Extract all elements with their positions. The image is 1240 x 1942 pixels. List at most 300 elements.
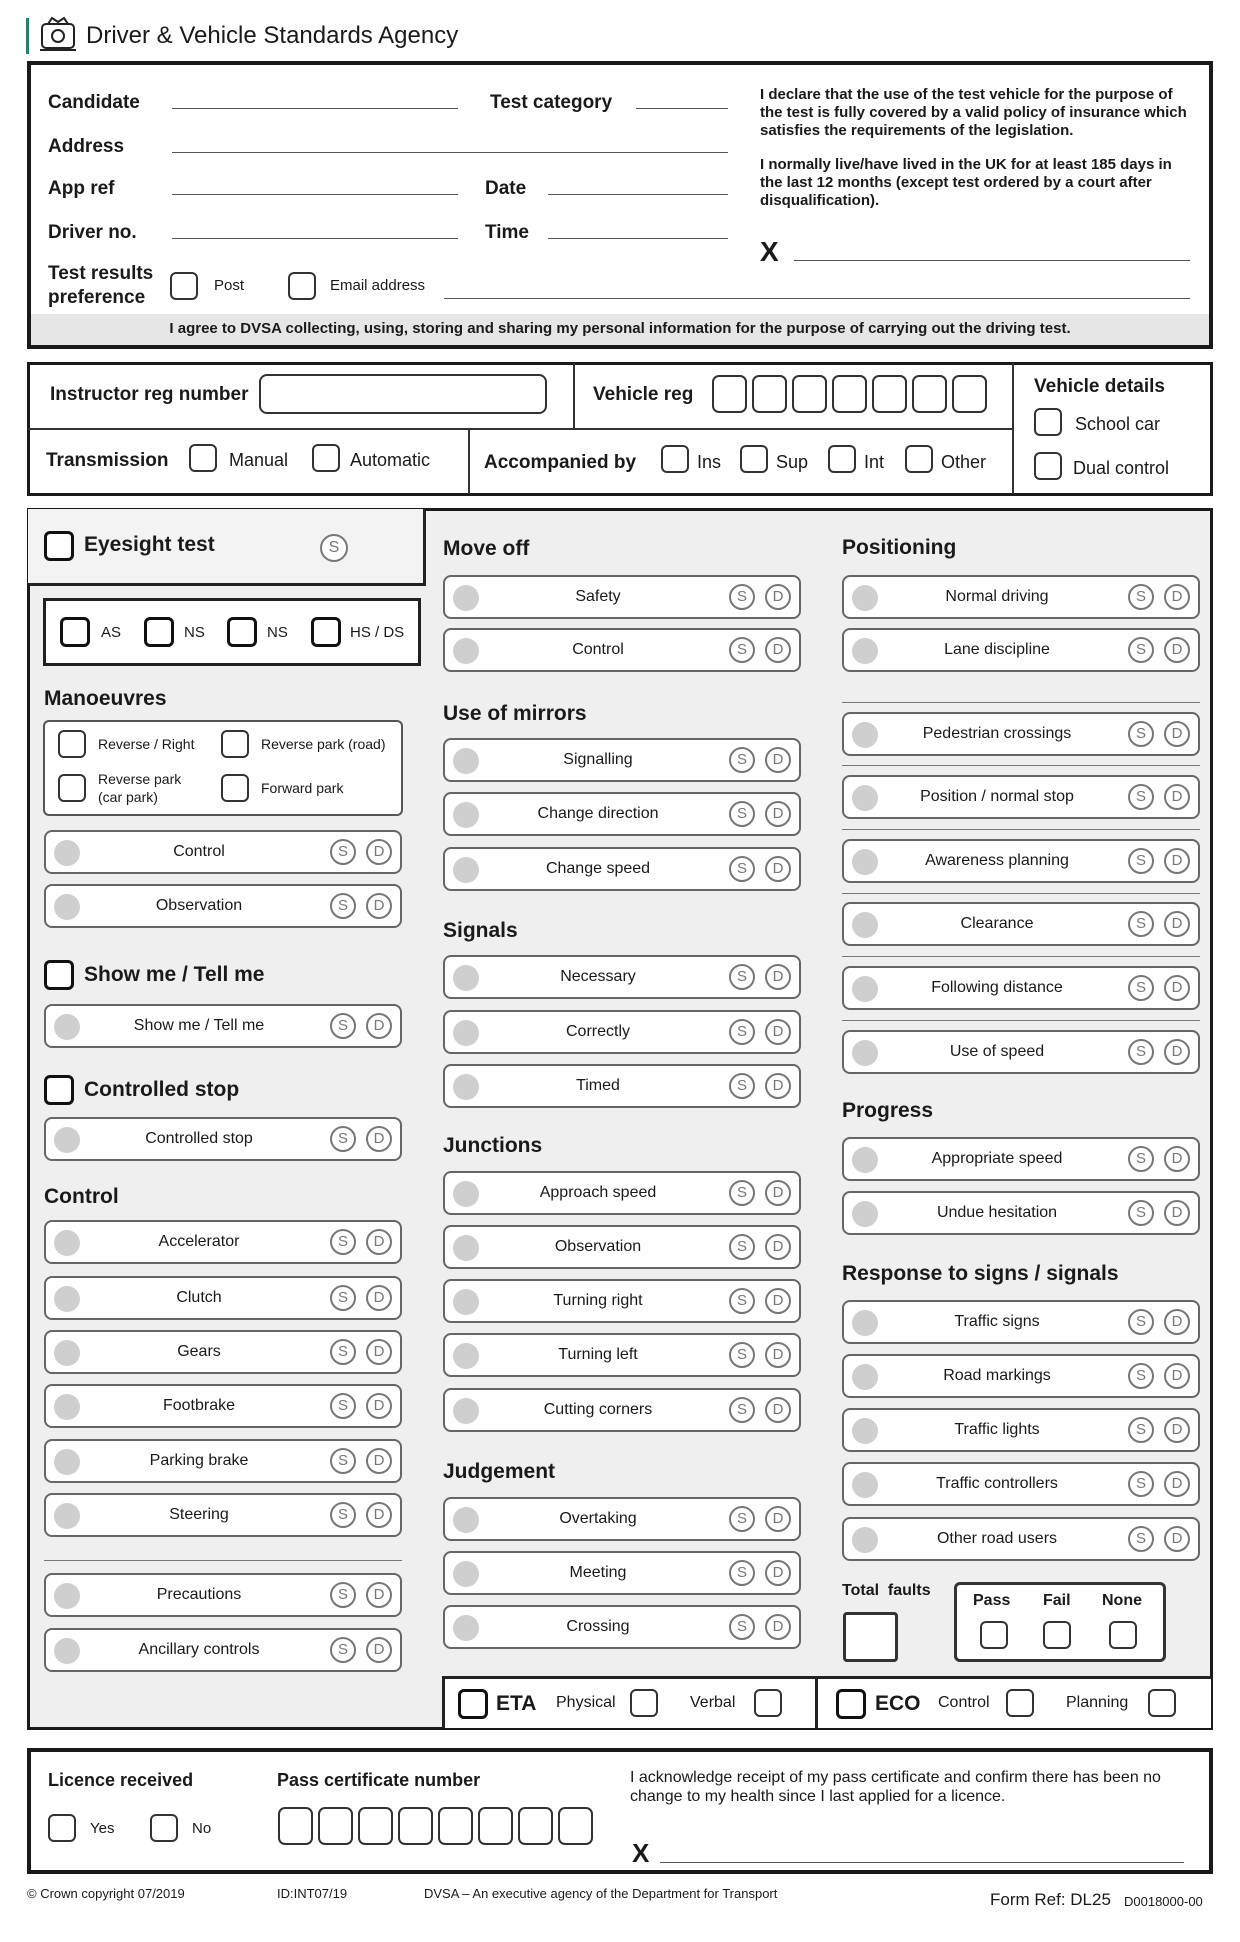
dangerous-fault-marker[interactable]: D [765, 1397, 791, 1423]
driving-fault-marker[interactable] [54, 894, 80, 920]
fault-item-ancillary-controls [44, 1628, 402, 1672]
serious-fault-marker[interactable]: S [1128, 975, 1154, 1001]
fault-item-label: Control [572, 641, 624, 658]
serious-fault-marker[interactable]: S [729, 584, 755, 610]
serious-fault-marker[interactable]: S [330, 1285, 356, 1311]
fault-item-label: Change speed [545, 860, 651, 877]
driving-fault-marker[interactable] [453, 1398, 479, 1424]
serious-fault-marker[interactable]: S [330, 1502, 356, 1528]
eta-physical-label: Physical [556, 1694, 616, 1711]
driving-fault-marker[interactable] [453, 1561, 479, 1587]
dangerous-fault-marker[interactable]: D [1164, 1526, 1190, 1552]
vehicle-reg-cell[interactable] [912, 375, 947, 413]
date-label: Date [485, 178, 527, 199]
candidate-signature-field[interactable] [794, 260, 1190, 261]
pass-cert-cell[interactable] [518, 1807, 553, 1845]
fault-item-label: Crossing [566, 1618, 630, 1635]
results-preference-label [48, 262, 153, 310]
driving-fault-marker[interactable] [54, 1449, 80, 1475]
fault-item-change-speed [443, 847, 801, 891]
fault-item-label: Position / normal stop [920, 788, 1074, 805]
dangerous-fault-marker[interactable]: D [366, 1126, 392, 1152]
vehicle-reg-label: Vehicle reg [593, 384, 694, 405]
serious-fault-marker[interactable]: S [1128, 784, 1154, 810]
eco-control-label: Control [938, 1694, 990, 1711]
serious-fault-marker[interactable]: S [330, 1013, 356, 1039]
forward-park-label: Forward park [261, 780, 344, 796]
pass-cert-cell[interactable] [278, 1807, 313, 1845]
int-checkbox[interactable] [828, 445, 856, 473]
driving-fault-marker[interactable] [852, 785, 878, 811]
pass-cert-cell[interactable] [438, 1807, 473, 1845]
move-off-heading: Move off [443, 537, 530, 560]
address-label: Address [48, 136, 125, 157]
reverse-park-carpark-line-2: (car park) [98, 789, 158, 805]
sep-5 [842, 1020, 1200, 1021]
dangerous-fault-marker[interactable]: D [366, 1013, 392, 1039]
dangerous-fault-marker[interactable]: D [765, 1560, 791, 1586]
driving-fault-marker[interactable] [54, 1230, 80, 1256]
dangerous-fault-marker[interactable]: D [765, 1019, 791, 1045]
dangerous-fault-marker[interactable]: D [366, 893, 392, 919]
fault-item-label: Signalling [563, 751, 633, 768]
fault-item-label: Clearance [960, 915, 1034, 932]
driving-fault-marker[interactable] [453, 1343, 479, 1369]
reverse-right-label: Reverse / Right [98, 736, 195, 752]
driving-fault-marker[interactable] [852, 722, 878, 748]
pass-cert-cell[interactable] [478, 1807, 513, 1845]
sup-label: Sup [776, 452, 809, 472]
results-preference-line-1: Test results [48, 263, 154, 284]
pass-label: Pass [973, 1592, 1011, 1609]
vehicle-reg-cell[interactable] [712, 375, 747, 413]
total-faults-box[interactable] [843, 1612, 898, 1662]
acknowledge-text: I acknowledge receipt of my pass certificate and confirm there has been no change to my health since I last applied for a licence. [630, 1769, 1161, 1805]
licence-signature-field[interactable] [660, 1862, 1184, 1863]
instructor-reg-label: Instructor reg number [50, 384, 249, 405]
fault-item-traffic-signs [842, 1300, 1200, 1344]
driving-fault-marker[interactable] [453, 1507, 479, 1533]
ins-checkbox[interactable] [661, 445, 689, 473]
dangerous-fault-marker[interactable]: D [366, 1637, 392, 1663]
serious-fault-marker[interactable]: S [729, 1180, 755, 1206]
fault-item-label: Traffic signs [954, 1313, 1040, 1330]
fault-item-label: Show me / Tell me [133, 1017, 265, 1034]
eyesight-heading: Eyesight test [84, 533, 215, 556]
serious-fault-marker[interactable]: S [330, 1448, 356, 1474]
pass-cert-cell[interactable] [398, 1807, 433, 1845]
fault-item-timed [443, 1064, 801, 1108]
serious-fault-marker[interactable]: S [1128, 848, 1154, 874]
agency-name: Driver & Vehicle Standards Agency [86, 22, 459, 49]
other-label: Other [941, 452, 987, 472]
eyesight-ns-checkbox[interactable] [144, 617, 174, 647]
eta-verbal-label: Verbal [690, 1694, 736, 1711]
dangerous-fault-marker[interactable]: D [1164, 1471, 1190, 1497]
eyesight-s-mark[interactable]: S [320, 534, 348, 562]
serious-fault-marker[interactable]: S [729, 1397, 755, 1423]
driving-fault-marker[interactable] [453, 585, 479, 611]
address-field[interactable] [172, 152, 728, 153]
pass-checkbox[interactable] [980, 1621, 1008, 1649]
dangerous-fault-marker[interactable]: D [366, 1393, 392, 1419]
fault-item-label: Precautions [156, 1586, 242, 1603]
serious-fault-marker[interactable]: S [330, 839, 356, 865]
fault-item-show-me-tell-me [44, 1004, 402, 1048]
dangerous-fault-marker[interactable]: D [366, 1229, 392, 1255]
eta-verbal-checkbox[interactable] [754, 1689, 782, 1717]
dangerous-fault-marker[interactable]: D [366, 1502, 392, 1528]
driving-fault-marker[interactable] [852, 638, 878, 664]
eco-planning-checkbox[interactable] [1148, 1689, 1176, 1717]
eyesight-as-label: AS [101, 624, 122, 641]
serious-fault-marker[interactable]: S [330, 1637, 356, 1663]
show-me-heading: Show me / Tell me [84, 963, 265, 986]
candidate-label: Candidate [48, 92, 140, 113]
vehicle-divider-v1 [573, 363, 575, 429]
eyesight-ns2-checkbox[interactable] [227, 617, 257, 647]
vehicle-reg-cell[interactable] [752, 375, 787, 413]
eco-checkbox[interactable] [836, 1689, 866, 1719]
dangerous-fault-marker[interactable]: D [765, 1234, 791, 1260]
fault-item-clearance [842, 902, 1200, 946]
fault-item-label: Necessary [560, 968, 636, 985]
serious-fault-marker[interactable]: S [729, 801, 755, 827]
fault-item-correctly [443, 1010, 801, 1054]
dangerous-fault-marker[interactable]: D [366, 1339, 392, 1365]
transmission-label: Transmission [46, 450, 169, 471]
fault-item-label: Steering [169, 1506, 229, 1523]
dual-control-label: Dual control [1073, 458, 1170, 478]
eyesight-checkbox[interactable] [44, 531, 74, 561]
dangerous-fault-marker[interactable]: D [1164, 848, 1190, 874]
fault-item-footbrake [44, 1384, 402, 1428]
fault-item-pedestrian-crossings [842, 712, 1200, 756]
positioning-heading: Positioning [842, 536, 957, 559]
dangerous-fault-marker[interactable]: D [765, 1288, 791, 1314]
fault-item-steering [44, 1493, 402, 1537]
control-heading: Control [44, 1185, 119, 1208]
eyesight-as-checkbox[interactable] [60, 617, 90, 647]
declaration-insurance: I declare that the use of the test vehicle for the purpose of the test is fully covered by a valid policy of insurance which satisfies the requirements of the legislation. [760, 86, 1187, 139]
driving-fault-marker[interactable] [852, 912, 878, 938]
dangerous-fault-marker[interactable]: D [1164, 1363, 1190, 1389]
dangerous-fault-marker[interactable]: D [1164, 1309, 1190, 1335]
serious-fault-marker[interactable]: S [1128, 1417, 1154, 1443]
fail-checkbox[interactable] [1043, 1621, 1071, 1649]
dangerous-fault-marker[interactable]: D [765, 801, 791, 827]
fault-item-label: Change direction [537, 805, 659, 822]
driving-fault-marker[interactable] [453, 748, 479, 774]
driving-fault-marker[interactable] [852, 1201, 878, 1227]
eta-eco-divider [815, 1676, 818, 1728]
sep-3 [842, 893, 1200, 894]
show-me-checkbox[interactable] [44, 960, 74, 990]
reverse-right-checkbox[interactable] [58, 730, 86, 758]
vehicle-reg-cell[interactable] [872, 375, 907, 413]
serious-fault-marker[interactable]: S [729, 1614, 755, 1640]
driving-fault-marker[interactable] [54, 840, 80, 866]
serious-fault-marker[interactable]: S [729, 1506, 755, 1532]
fault-item-label: Parking brake [149, 1452, 249, 1469]
fault-item-label: Undue hesitation [936, 1204, 1058, 1221]
vehicle-details-label: Vehicle details [1034, 376, 1165, 397]
dangerous-fault-marker[interactable]: D [765, 1506, 791, 1532]
dangerous-fault-marker[interactable]: D [765, 637, 791, 663]
ins-label: Ins [697, 452, 722, 472]
accompanied-by-label: Accompanied by [484, 452, 637, 473]
fault-item-safety [443, 575, 801, 619]
dangerous-fault-marker[interactable]: D [765, 1073, 791, 1099]
driving-fault-marker[interactable] [852, 1527, 878, 1553]
dangerous-fault-marker[interactable]: D [1164, 975, 1190, 1001]
fault-item-signalling [443, 738, 801, 782]
driving-fault-marker[interactable] [852, 1147, 878, 1173]
other-checkbox[interactable] [905, 445, 933, 473]
driving-fault-marker[interactable] [453, 1181, 479, 1207]
licence-received-label: Licence received [48, 1770, 194, 1790]
driving-fault-marker[interactable] [852, 1310, 878, 1336]
serious-fault-marker[interactable]: S [1128, 1309, 1154, 1335]
driving-fault-marker[interactable] [852, 585, 878, 611]
driving-fault-marker[interactable] [453, 1235, 479, 1261]
serious-fault-marker[interactable]: S [729, 1234, 755, 1260]
sep-2 [842, 829, 1200, 830]
serious-fault-marker[interactable]: S [729, 1560, 755, 1586]
email-checkbox[interactable] [288, 272, 316, 300]
dual-control-checkbox[interactable] [1034, 452, 1062, 480]
dangerous-fault-marker[interactable]: D [366, 1582, 392, 1608]
fail-label: Fail [1043, 1592, 1071, 1609]
licence-yes-checkbox[interactable] [48, 1814, 76, 1842]
fault-item-observation [44, 884, 402, 928]
test-category-field[interactable] [636, 108, 728, 109]
serious-fault-marker[interactable]: S [330, 1582, 356, 1608]
reverse-park-road-checkbox[interactable] [221, 730, 249, 758]
mirrors-heading: Use of mirrors [443, 702, 587, 725]
serious-fault-marker[interactable]: S [1128, 1526, 1154, 1552]
serious-fault-marker[interactable]: S [729, 747, 755, 773]
fault-item-accelerator [44, 1220, 402, 1264]
driving-fault-marker[interactable] [54, 1286, 80, 1312]
manual-label: Manual [229, 450, 289, 470]
serious-fault-marker[interactable]: S [330, 1393, 356, 1419]
driving-fault-marker[interactable] [54, 1394, 80, 1420]
sep-1 [842, 765, 1200, 766]
driving-fault-marker[interactable] [852, 976, 878, 1002]
eco-title: ECO [875, 1692, 921, 1715]
dangerous-fault-marker[interactable]: D [1164, 784, 1190, 810]
sup-checkbox[interactable] [740, 445, 768, 473]
dangerous-fault-marker[interactable]: D [1164, 1146, 1190, 1172]
app-ref-label: App ref [48, 178, 115, 199]
fault-item-parking-brake [44, 1439, 402, 1483]
serious-fault-marker[interactable]: S [1128, 1363, 1154, 1389]
dangerous-fault-marker[interactable]: D [765, 584, 791, 610]
email-field[interactable] [444, 298, 1190, 299]
fault-item-change-direction [443, 792, 801, 836]
driving-fault-marker[interactable] [852, 1418, 878, 1444]
fault-item-label: Ancillary controls [138, 1641, 260, 1658]
fault-item-label: Gears [177, 1343, 221, 1360]
fault-item-turning-right [443, 1279, 801, 1323]
post-checkbox[interactable] [170, 272, 198, 300]
serious-fault-marker[interactable]: S [1128, 1039, 1154, 1065]
driving-fault-marker[interactable] [453, 965, 479, 991]
vehicle-reg-cell[interactable] [792, 375, 827, 413]
app-ref-field[interactable] [172, 194, 458, 195]
vehicle-divider-v3 [1012, 363, 1014, 494]
fault-item-label: Other road users [936, 1530, 1058, 1547]
response-heading: Response to signs / signals [842, 1262, 1119, 1285]
serious-fault-marker[interactable]: S [729, 1073, 755, 1099]
fault-item-use-of-speed [842, 1030, 1200, 1074]
dangerous-fault-marker[interactable]: D [765, 1614, 791, 1640]
serious-fault-marker[interactable]: S [729, 1288, 755, 1314]
fault-item-label: Cutting corners [543, 1401, 653, 1418]
automatic-checkbox[interactable] [312, 444, 340, 472]
dangerous-fault-marker[interactable]: D [765, 1180, 791, 1206]
serious-fault-marker[interactable]: S [330, 893, 356, 919]
driving-fault-marker[interactable] [852, 849, 878, 875]
pass-cert-cell[interactable] [558, 1807, 593, 1845]
time-field[interactable] [548, 238, 728, 239]
instructor-reg-input[interactable] [259, 374, 547, 414]
dangerous-fault-marker[interactable]: D [765, 964, 791, 990]
fault-item-label: Controlled stop [145, 1130, 253, 1147]
serious-fault-marker[interactable]: S [1128, 1146, 1154, 1172]
serious-fault-marker[interactable]: S [1128, 637, 1154, 663]
driving-fault-marker[interactable] [453, 1020, 479, 1046]
dangerous-fault-marker[interactable]: D [366, 1285, 392, 1311]
dangerous-fault-marker[interactable]: D [1164, 1039, 1190, 1065]
driving-fault-marker[interactable] [852, 1472, 878, 1498]
email-label: Email address [330, 277, 426, 294]
driving-fault-marker[interactable] [453, 1289, 479, 1315]
driving-fault-marker[interactable] [54, 1127, 80, 1153]
forward-park-checkbox[interactable] [221, 774, 249, 802]
serious-fault-marker[interactable]: S [330, 1126, 356, 1152]
dangerous-fault-marker[interactable]: D [1164, 1417, 1190, 1443]
driving-fault-marker[interactable] [852, 1040, 878, 1066]
none-checkbox[interactable] [1109, 1621, 1137, 1649]
time-label: Time [485, 222, 530, 243]
fault-item-approach-speed [443, 1171, 801, 1215]
dangerous-fault-marker[interactable]: D [1164, 637, 1190, 663]
eta-physical-checkbox[interactable] [630, 1689, 658, 1717]
dangerous-fault-marker[interactable]: D [1164, 911, 1190, 937]
driving-fault-marker[interactable] [453, 1074, 479, 1100]
serious-fault-marker[interactable]: S [1128, 721, 1154, 747]
dangerous-fault-marker[interactable]: D [765, 1342, 791, 1368]
vehicle-reg-cell[interactable] [832, 375, 867, 413]
serious-fault-marker[interactable]: S [1128, 1200, 1154, 1226]
serious-fault-marker[interactable]: S [1128, 1471, 1154, 1497]
fault-item-label: Traffic lights [954, 1421, 1040, 1438]
signals-heading: Signals [443, 919, 518, 942]
fault-item-crossing [443, 1605, 801, 1649]
dangerous-fault-marker[interactable]: D [366, 1448, 392, 1474]
serious-fault-marker[interactable]: S [729, 1342, 755, 1368]
driving-fault-marker[interactable] [54, 1340, 80, 1366]
driving-fault-marker[interactable] [54, 1014, 80, 1040]
fault-item-undue-hesitation [842, 1191, 1200, 1235]
fault-item-awareness-planning [842, 839, 1200, 883]
reverse-park-carpark-checkbox[interactable] [58, 774, 86, 802]
serious-fault-marker[interactable]: S [1128, 911, 1154, 937]
consent-text: I agree to DVSA collecting, using, storing and sharing my personal information for the purpose of carrying out the driving test. [169, 320, 1071, 337]
driving-fault-marker[interactable] [54, 1503, 80, 1529]
reverse-park-carpark-label [98, 770, 181, 806]
serious-fault-marker[interactable]: S [729, 637, 755, 663]
licence-yes-label: Yes [90, 1820, 115, 1837]
pass-cert-cell[interactable] [318, 1807, 353, 1845]
manual-checkbox[interactable] [189, 444, 217, 472]
fault-item-gears [44, 1330, 402, 1374]
dangerous-fault-marker[interactable]: D [1164, 1200, 1190, 1226]
fault-item-label: Use of speed [949, 1043, 1045, 1060]
vehicle-divider-v2 [468, 428, 470, 494]
dangerous-fault-marker[interactable]: D [765, 856, 791, 882]
fault-item-label: Road markings [943, 1367, 1051, 1384]
driving-fault-marker[interactable] [453, 802, 479, 828]
driving-fault-marker[interactable] [453, 1615, 479, 1641]
serious-fault-marker[interactable]: S [729, 1019, 755, 1045]
serious-fault-marker[interactable]: S [729, 856, 755, 882]
controlled-stop-checkbox[interactable] [44, 1075, 74, 1105]
serious-fault-marker[interactable]: S [330, 1229, 356, 1255]
fault-item-label: Turning right [553, 1292, 643, 1309]
dangerous-fault-marker[interactable]: D [1164, 584, 1190, 610]
pass-cert-cell[interactable] [358, 1807, 393, 1845]
eco-control-checkbox[interactable] [1006, 1689, 1034, 1717]
fault-item-label: Observation [554, 1238, 642, 1255]
copyright-text: © Crown copyright 07/2019 [27, 1886, 185, 1901]
fault-item-label: Accelerator [158, 1233, 240, 1250]
dangerous-fault-marker[interactable]: D [1164, 721, 1190, 747]
dangerous-fault-marker[interactable]: D [366, 839, 392, 865]
date-field[interactable] [548, 194, 728, 195]
serious-fault-marker[interactable]: S [1128, 584, 1154, 610]
licence-no-checkbox[interactable] [150, 1814, 178, 1842]
driving-fault-marker[interactable] [453, 857, 479, 883]
eta-checkbox[interactable] [458, 1689, 488, 1719]
eta-title: ETA [496, 1692, 537, 1715]
driving-fault-marker[interactable] [453, 638, 479, 664]
vehicle-reg-cell[interactable] [952, 375, 987, 413]
pass-cert-label: Pass certificate number [277, 1770, 481, 1790]
driving-fault-marker[interactable] [852, 1364, 878, 1390]
candidate-field[interactable] [172, 108, 458, 109]
serious-fault-marker[interactable]: S [729, 964, 755, 990]
eyesight-hsds-checkbox[interactable] [311, 617, 341, 647]
vehicle-divider-h [28, 428, 1013, 430]
dangerous-fault-marker[interactable]: D [765, 747, 791, 773]
serious-fault-marker[interactable]: S [330, 1339, 356, 1365]
driving-fault-marker[interactable] [54, 1638, 80, 1664]
fault-item-observation [443, 1225, 801, 1269]
sep-4 [842, 956, 1200, 957]
school-car-label: School car [1075, 414, 1161, 434]
driver-no-field[interactable] [172, 238, 458, 239]
driving-fault-marker[interactable] [54, 1583, 80, 1609]
controlled-stop-heading: Controlled stop [84, 1078, 240, 1101]
fault-item-label: Footbrake [162, 1397, 236, 1414]
school-car-checkbox[interactable] [1034, 408, 1062, 436]
signature-mark: X [760, 236, 779, 267]
fault-item-label: Clutch [176, 1289, 222, 1306]
fault-item-turning-left [443, 1333, 801, 1377]
